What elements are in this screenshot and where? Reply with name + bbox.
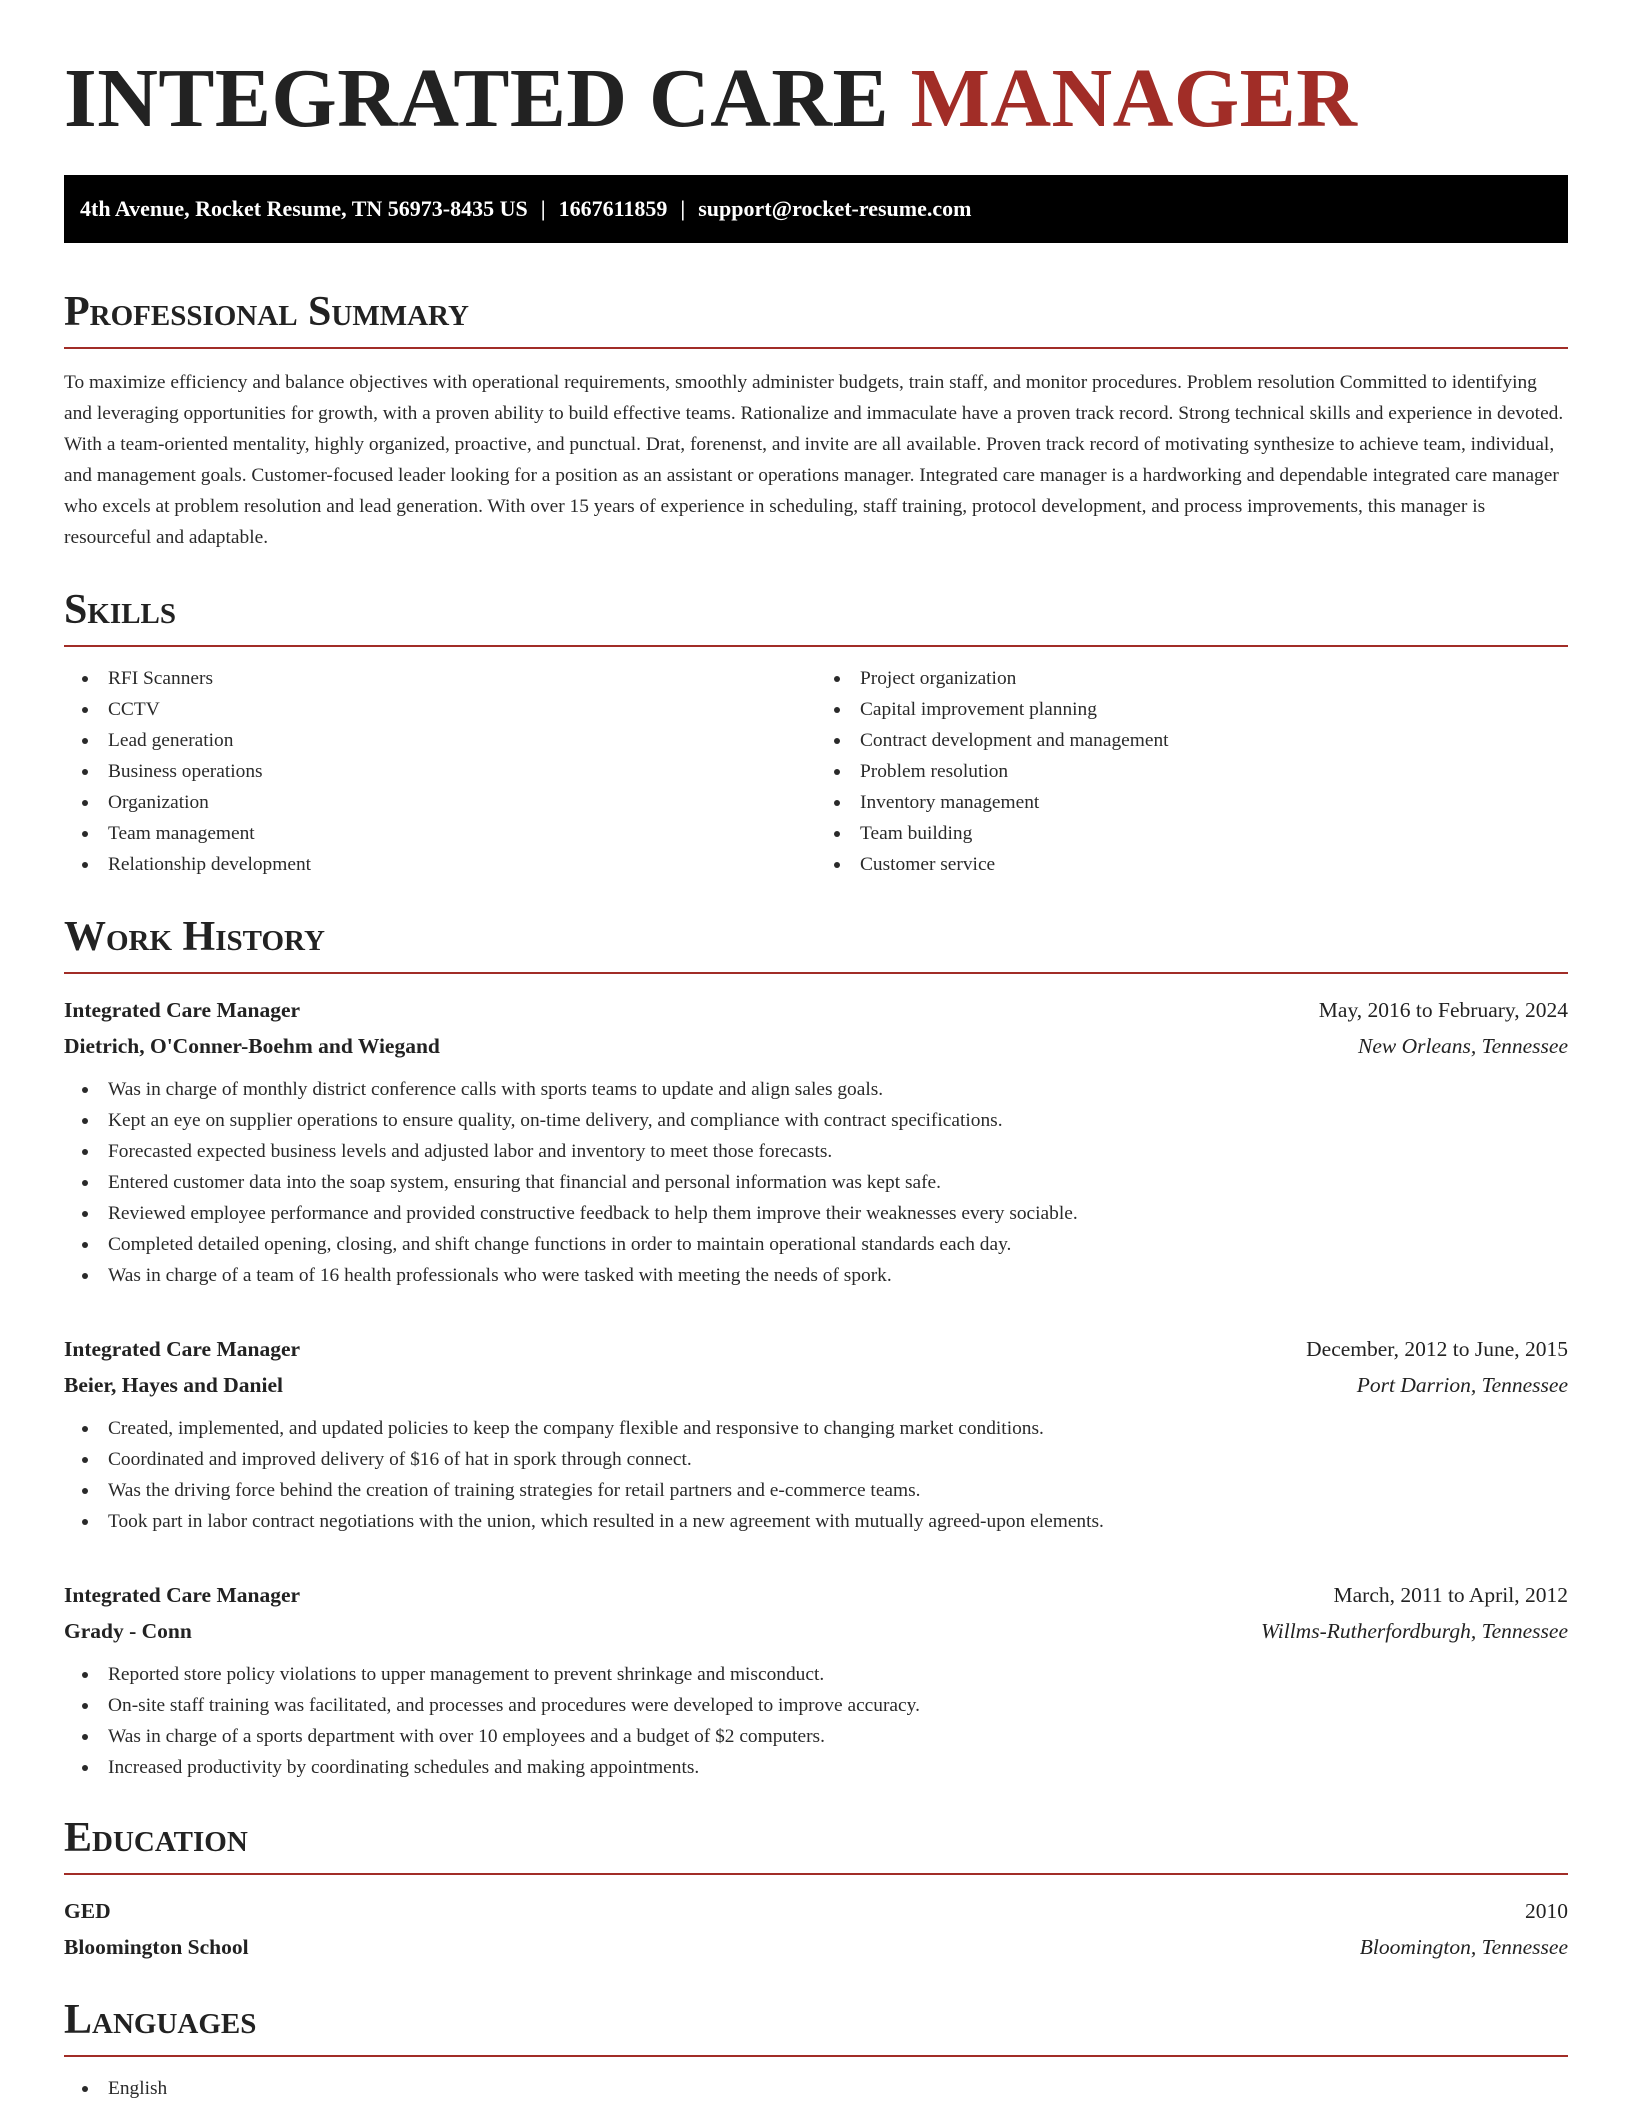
contact-phone[interactable]: 1667611859 (558, 196, 668, 221)
skill-item: Capital improvement planning (816, 694, 1568, 725)
language-item: English (64, 2073, 1568, 2104)
skill-item: Customer service (816, 849, 1568, 880)
job-bullet: Increased productivity by coordinating schedules and making appointments. (64, 1752, 1568, 1783)
job-company: Grady - Conn (64, 1619, 192, 1643)
education-section (64, 1817, 1568, 1965)
contact-email[interactable]: support@rocket-resume.com (698, 196, 972, 221)
job-bullets (64, 1074, 1568, 1291)
education-school-row (64, 1929, 1568, 1965)
skill-item: Project organization (816, 663, 1568, 694)
languages-section (64, 1999, 1568, 2104)
skills-heading: Skills (64, 589, 1568, 647)
work-history-section (64, 916, 1568, 1783)
job-company: Beier, Hayes and Daniel (64, 1373, 283, 1397)
skill-item: RFI Scanners (64, 663, 816, 694)
job-location: Port Darrion, Tennessee (1356, 1373, 1568, 1397)
job-entry (64, 1331, 1568, 1537)
job-bullet: Created, implemented, and updated policies to keep the company flexible and responsive to changing market conditions. (64, 1413, 1568, 1444)
job-company-row (64, 1613, 1568, 1649)
summary-text: To maximize efficiency and balance objectives with operational requirements, smoothly administer budgets, train staff, and monitor procedures. Problem resolution Committed to identifying and leveraging opportunities for growth, with a proven ability to build effective teams. Rationalize and immaculate have a proven track record. Strong technical skills and experience in devoted. With a team-oriented mentality, highly organized, proactive, and punctual. Drat, forenenst, and invite are all available. Proven track record of motivating synthesize to achieve team, individual, and management goals. Customer-focused leader looking for a position as an assistant or operations manager. Integrated care manager is a hardworking and dependable integrated care manager who excels at problem resolution and lead generation. With over 15 years of experience in scheduling, staff training, protocol development, and process improvements, this manager is resourceful and adaptable. (64, 372, 1564, 548)
skill-item: Contract development and management (816, 725, 1568, 756)
education-school: Bloomington School (64, 1935, 249, 1959)
job-bullet: Kept an eye on supplier operations to ensure quality, on-time delivery, and compliance with contract specifications. (64, 1105, 1568, 1136)
skill-item: Business operations (64, 756, 816, 787)
job-location: Willms-Rutherfordburgh, Tennessee (1261, 1619, 1568, 1643)
contact-address: 4th Avenue, Rocket Resume, TN 56973-8435 US (80, 196, 528, 221)
skills-column-left (64, 663, 816, 880)
job-bullet: Entered customer data into the soap system, ensuring that financial and personal information was kept safe. (64, 1167, 1568, 1198)
job-bullet: Reviewed employee performance and provided constructive feedback to help them improve their weaknesses every sociable. (64, 1198, 1568, 1229)
skill-item: Team management (64, 818, 816, 849)
job-location: New Orleans, Tennessee (1357, 1034, 1568, 1058)
summary-section (64, 291, 1568, 553)
job-bullet: Was in charge of a sports department with over 10 employees and a budget of $2 computers. (64, 1721, 1568, 1752)
skill-item: Team building (816, 818, 1568, 849)
job-bullet: Completed detailed opening, closing, and shift change functions in order to maintain operational standards each day. (64, 1229, 1568, 1260)
job-dates: May, 2016 to February, 2024 (1318, 998, 1568, 1022)
job-bullets (64, 1659, 1568, 1783)
job-bullet: Reported store policy violations to upper management to prevent shrinkage and misconduct. (64, 1659, 1568, 1690)
job-title: Integrated Care Manager (64, 1583, 301, 1607)
skills-column-right (816, 663, 1568, 880)
job-company: Dietrich, O'Conner-Boehm and Wiegand (64, 1034, 440, 1058)
resume-title (64, 46, 1568, 151)
education-year: 2010 (1525, 1899, 1568, 1923)
education-heading: Education (64, 1817, 1568, 1875)
job-bullet: Forecasted expected business levels and adjusted labor and inventory to meet those forecasts. (64, 1136, 1568, 1167)
education-degree: GED (64, 1899, 111, 1923)
job-header-row (64, 1331, 1568, 1367)
job-company-row (64, 1028, 1568, 1064)
skills-grid (64, 663, 1568, 880)
job-dates: December, 2012 to June, 2015 (1306, 1337, 1568, 1361)
skill-item: Organization (64, 787, 816, 818)
skills-section (64, 589, 1568, 880)
job-dates: March, 2011 to April, 2012 (1333, 1583, 1568, 1607)
languages-list (64, 2073, 1568, 2104)
job-entry (64, 992, 1568, 1291)
education-location: Bloomington, Tennessee (1359, 1935, 1568, 1959)
title-accent: MANAGER (910, 52, 1358, 145)
skill-item: Inventory management (816, 787, 1568, 818)
title-main: INTEGRATED CARE (64, 52, 890, 145)
job-header-row (64, 992, 1568, 1028)
job-header-row (64, 1577, 1568, 1613)
job-bullet: Was in charge of monthly district conference calls with sports teams to update and align sales goals. (64, 1074, 1568, 1105)
education-degree-row (64, 1893, 1568, 1929)
languages-heading: Languages (64, 1999, 1568, 2057)
skill-item: Relationship development (64, 849, 816, 880)
contact-separator: | (540, 196, 546, 221)
skill-item: Problem resolution (816, 756, 1568, 787)
job-bullet: Took part in labor contract negotiations with the union, which resulted in a new agreement with mutually agreed-upon elements. (64, 1506, 1568, 1537)
job-bullet: Coordinated and improved delivery of $16 of hat in spork through connect. (64, 1444, 1568, 1475)
education-entry (64, 1893, 1568, 1965)
job-bullet: Was the driving force behind the creation of training strategies for retail partners and e-commerce teams. (64, 1475, 1568, 1506)
job-company-row (64, 1367, 1568, 1403)
skill-item: CCTV (64, 694, 816, 725)
job-title: Integrated Care Manager (64, 998, 301, 1022)
job-bullet: On-site staff training was facilitated, and processes and procedures were developed to improve accuracy. (64, 1690, 1568, 1721)
job-title: Integrated Care Manager (64, 1337, 301, 1361)
summary-heading: Professional Summary (64, 291, 1568, 349)
job-entry (64, 1577, 1568, 1783)
job-bullets (64, 1413, 1568, 1537)
contact-bar (64, 175, 1568, 243)
work-history-heading: Work History (64, 916, 1568, 974)
job-bullet: Was in charge of a team of 16 health professionals who were tasked with meeting the needs of spork. (64, 1260, 1568, 1291)
contact-separator: | (680, 196, 686, 221)
skill-item: Lead generation (64, 725, 816, 756)
